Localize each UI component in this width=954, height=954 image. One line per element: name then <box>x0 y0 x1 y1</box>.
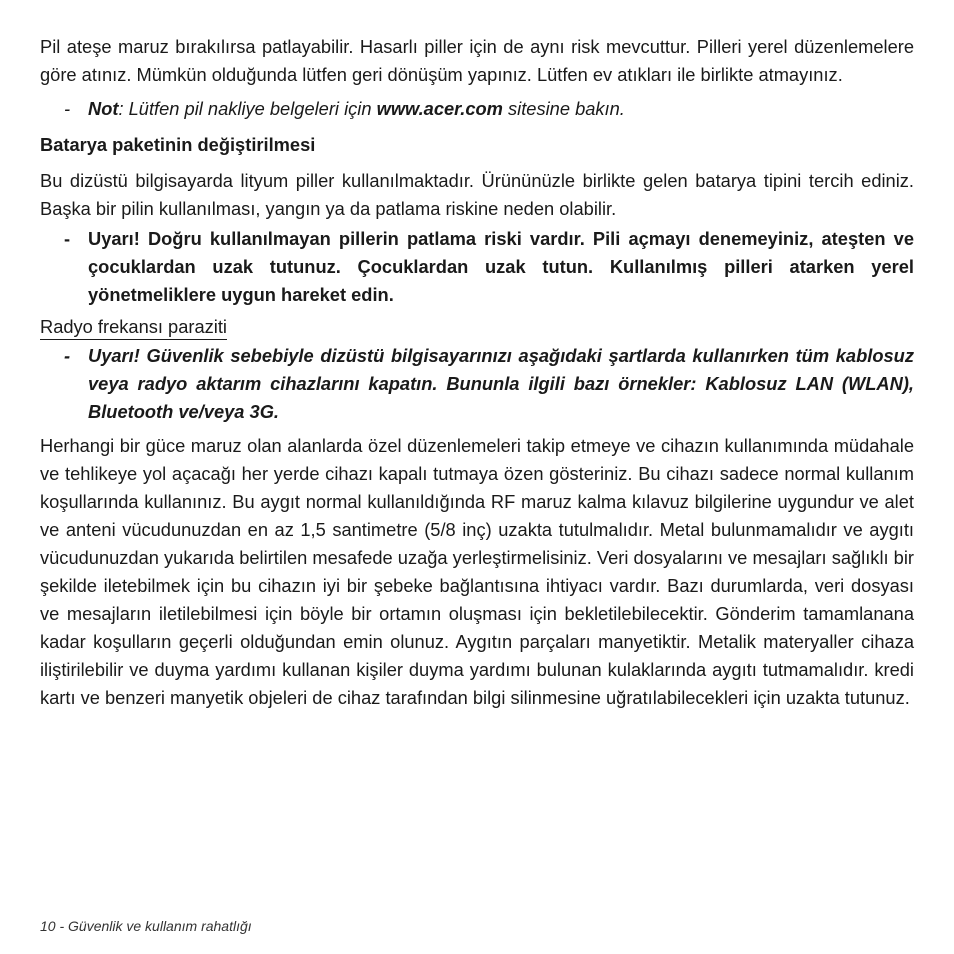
page-footer: 10 - Güvenlik ve kullanım rahatlığı <box>40 918 252 934</box>
intro-paragraph: Pil ateşe maruz bırakılırsa patlayabilir. Hasarlı piller için de aynı risk mevcuttur. Pilleri yerel düzenlemelere göre atınız. Mümkün olduğunda lütfen geri dönüşüm yapınız. Lütfen ev atıkları ile birlikte atmayınız. <box>40 36 914 85</box>
note-dash: - <box>64 98 71 119</box>
shipping-note <box>40 95 914 123</box>
radio-warning <box>40 342 914 426</box>
radio-section-heading: Radyo frekansı paraziti <box>40 315 227 340</box>
battery-warning <box>40 225 914 309</box>
battery-section-heading: Batarya paketinin değiştirilmesi <box>40 134 316 155</box>
radio-warning-dash: - <box>64 345 71 366</box>
battery-paragraph: Bu dizüstü bilgisayarda lityum piller kullanılmaktadır. Ürününüzle birlikte gelen batarya tipini tercih ediniz. Başka bir pilin kullanılması, yangın ya da patlama riskine neden olabilir. <box>40 170 914 219</box>
note-text-before: : Lütfen pil nakliye belgeleri için <box>118 98 377 119</box>
acer-website-link[interactable]: www.acer.com <box>376 98 503 119</box>
document-page <box>40 33 914 712</box>
radio-warning-text: Uyarı! Güvenlik sebebiyle dizüstü bilgisayarınızı aşağıdaki şartlarda kullanırken tüm kablosuz veya radyo aktarım cihazlarını kapatın. Bununla ilgili bazı örnekler: Kablosuz LAN (WLAN), Bluetooth ve/veya 3G. <box>88 345 914 422</box>
note-label: Not <box>88 98 119 119</box>
note-text-after: sitesine bakın. <box>502 98 625 119</box>
battery-warning-text: Uyarı! Doğru kullanılmayan pillerin patlama riski vardır. Pili açmayı denemeyiniz, ateşten ve çocuklardan uzak tutunuz. Çocuklardan uzak tutun. Kullanılmış pilleri atarken yerel yönetmeliklere uygun hareket edin. <box>88 228 914 305</box>
radio-paragraph: Herhangi bir güce maruz olan alanlarda özel düzenlemeleri takip etmeye ve cihazın kullanımında müdahale ve tehlikeye yol açacağı her yerde cihazı kapalı tutmaya özen gösteriniz. Bu cihazı sadece normal kullanım koşullarında kullanınız. Bu aygıt normal kullanıldığında RF maruz kalma kılavuz bilgilerine uygundur ve alet ve anteni vücudunuzdan en az 1,5 santimetre (5/8 inç) uzakta tutulmalıdır. Metal bulunmamalıdır ve aygıtı vücudunuzdan yukarıda belirtilen mesafede uzağa yerleştirmelisiniz. Veri dosyalarını ve mesajları sağlıklı bir şekilde iletebilmek için bu cihazın iyi bir şebeke bağlantısına ihtiyacı vardır. Bazı durumlarda, veri dosyası ve mesajların iletilebilmesi için böyle bir ortamın oluşması için bekletilebilecektir. Gönderim tamamlanana kadar koşulların geçerli olduğundan emin olunuz. Aygıtın parçaları manyetiktir. Metalik materyaller cihaza iliştirilebilir ve duyma yardımı kullanan kişiler duyma yardımı bulunan kulaklarında aygıtı tutmamalıdır. kredi kartı ve benzeri manyetik objeleri de cihaz tarafından bilgi silinmesine uğratılabilecekleri için uzakta tutunuz. <box>40 435 914 708</box>
battery-warning-dash: - <box>64 228 71 249</box>
